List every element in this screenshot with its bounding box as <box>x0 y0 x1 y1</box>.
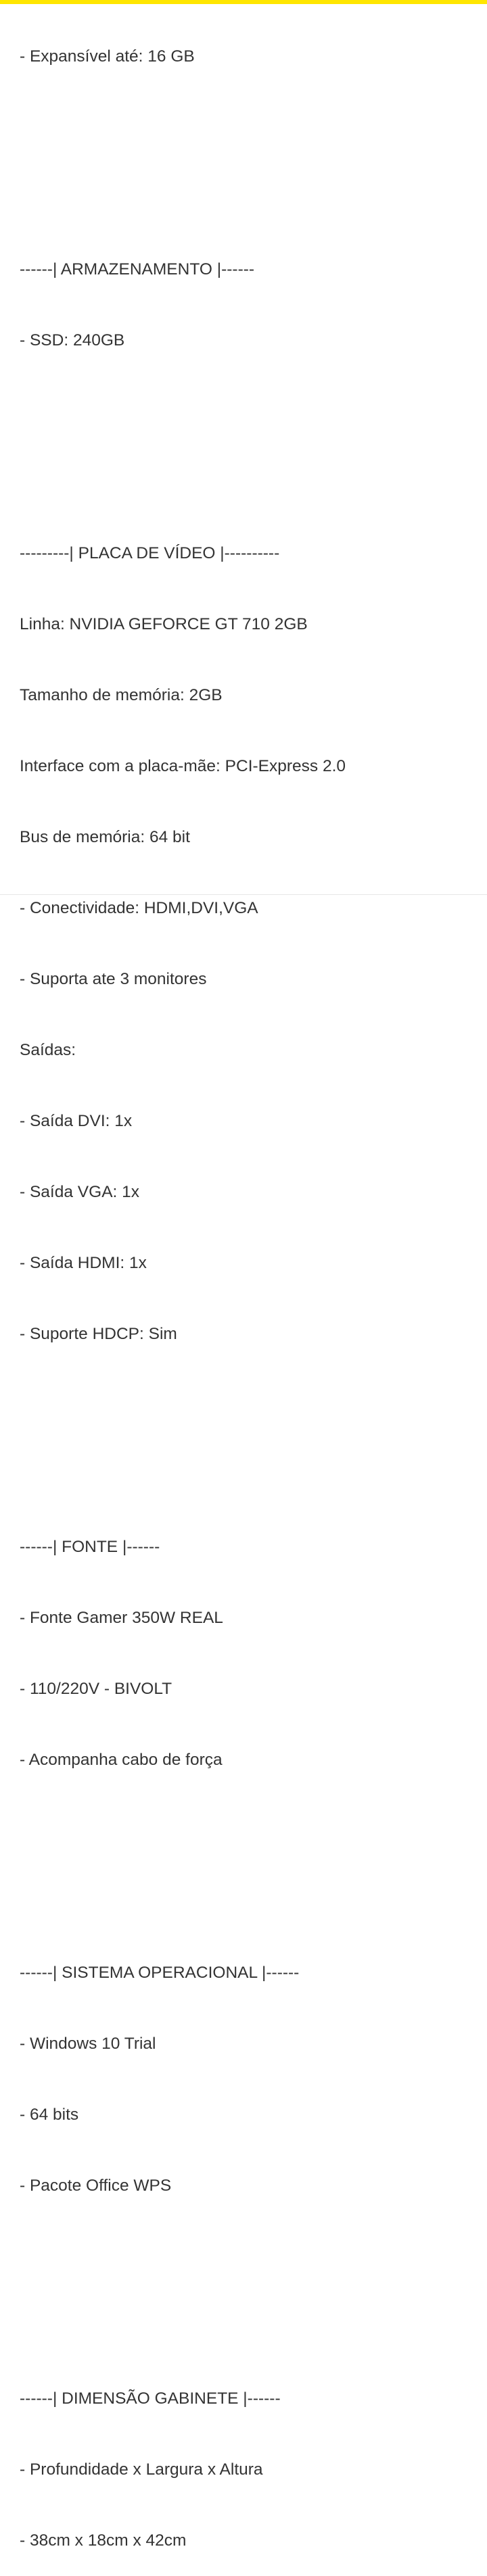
description-line: Bus de memória: 64 bit <box>20 828 190 846</box>
section-heading-dimensao-gabinete: ------| DIMENSÃO GABINETE |------ <box>20 2389 281 2408</box>
description-blank-line <box>20 187 480 210</box>
description-blank-line <box>20 470 480 494</box>
description-line: Linha: NVIDIA GEFORCE GT 710 2GB <box>20 615 308 633</box>
description-line: Interface com a placa-mãe: PCI-Express 2.0 <box>20 757 346 775</box>
description-line: - Saída HDMI: 1x <box>20 1254 147 1272</box>
description-blank-line <box>20 1890 480 1914</box>
description-blank-line <box>20 2245 480 2268</box>
product-description <box>20 0 480 2576</box>
description-line: - Pacote Office WPS <box>20 2177 172 2195</box>
top-accent-bar <box>0 0 487 4</box>
description-blank-line <box>20 1464 480 1488</box>
description-line: - 110/220V - BIVOLT <box>20 1680 172 1698</box>
section-heading-sistema-operacional: ------| SISTEMA OPERACIONAL |------ <box>20 1964 300 1982</box>
description-blank-line <box>20 2316 480 2339</box>
description-blank-line <box>20 116 480 139</box>
description-line: - Profundidade x Largura x Altura <box>20 2460 263 2479</box>
description-line: - Conectividade: HDMI,DVI,VGA <box>20 899 258 917</box>
description-line: - Suporte HDCP: Sim <box>20 1325 177 1343</box>
description-blank-line <box>20 1393 480 1417</box>
description-line: - 38cm x 18cm x 42cm <box>20 2531 187 2550</box>
description-line: - Saída DVI: 1x <box>20 1112 133 1130</box>
description-line: Tamanho de memória: 2GB <box>20 686 223 704</box>
description-line: - SSD: 240GB <box>20 331 125 349</box>
description-line: - Acompanha cabo de força <box>20 1751 223 1769</box>
description-blank-line <box>20 399 480 423</box>
section-heading-fonte: ------| FONTE |------ <box>20 1538 160 1556</box>
description-line: - Saída VGA: 1x <box>20 1183 140 1201</box>
description-line: Saídas: <box>20 1041 76 1059</box>
description-line: - Expansível até: 16 GB <box>20 47 195 66</box>
description-line: - 64 bits <box>20 2106 79 2124</box>
section-heading-armazenamento: ------| ARMAZENAMENTO |------ <box>20 260 255 278</box>
description-line: - Windows 10 Trial <box>20 2035 156 2053</box>
description-blank-line <box>20 1819 480 1843</box>
section-heading-placa-de-video: ---------| PLACA DE VÍDEO |---------- <box>20 544 280 562</box>
description-line: - Suporta ate 3 monitores <box>20 970 207 988</box>
description-line: - Fonte Gamer 350W REAL <box>20 1609 223 1627</box>
